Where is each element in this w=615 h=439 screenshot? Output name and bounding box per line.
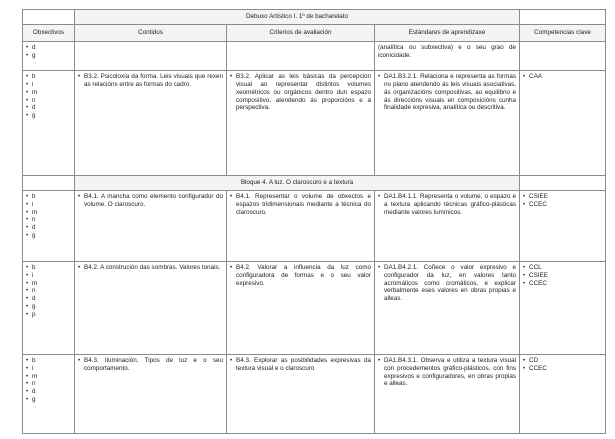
- contido-cell: • B4.1. A mancha como elemento configurador do volume. O claroscuro.: [75, 190, 227, 261]
- obxectivos-cell: [23, 70, 75, 175]
- estandar-text: DA1.B3.2.1. Relaciona e representa as formas no plano atendendo ás leis visuais asociativas, ás organizacións compositivas, ao equilibrio e ás direccións visuais en composicións cunha finalidade expresiva, analítica ou descritiva.: [384, 72, 517, 112]
- list-item: • b: [26, 192, 36, 200]
- criterio-cell: • B3.2. Aplicar as leis básicas da percepción visual ao representar distintos volumes xeométricos ou orgánicos dentro dun espazo compositivo, atendendo ás proporcións e á perspectiva.: [227, 70, 375, 175]
- obxectivos-list: [26, 193, 71, 240]
- list-item: • g: [26, 112, 36, 120]
- list-item: • p: [26, 311, 36, 319]
- title-blank-right: [520, 10, 606, 25]
- estandar-cell: • DA1.B4.2.1. Coñece o valor expresivo e configurador da luz, en valores tanto acromáticos como cromáticos, e explicar verbalmente eses valores en obras propias e alleas.: [375, 261, 520, 354]
- header-obxectivos: Obxectivos: [23, 24, 75, 41]
- contido-cell: • B4.2. A construción das sombras. Valores tonais.: [75, 261, 227, 354]
- title-row: [23, 10, 606, 25]
- criterio-text: B4.2. Valorar a influencia da luz como configuradora de formas e o seu valor expresivo.: [236, 263, 371, 287]
- table-row-b43: [23, 354, 606, 433]
- header-estandares: Estándares de aprendizaxe: [375, 24, 520, 41]
- list-item: • d: [26, 388, 36, 396]
- criterio-text: B4.3. Explorar as posibilidades expresivas da textura visual e o claroscuro: [236, 356, 371, 372]
- competencias-list: [523, 357, 602, 373]
- table-row-b41: [23, 190, 606, 261]
- criterio-cell: • B4.1. Representar o volume de obxectos e espazos tridimensionais mediante a técnica do claroscuro.: [227, 190, 375, 261]
- obxectivos-list: [26, 73, 71, 120]
- estandar-text: DA1.B4.1.1. Representa o volume, o espazo e a textura aplicando técnicas gráfico-plásticas mediante valores lumínicos.: [384, 192, 517, 216]
- section-row-bloque4: [23, 175, 606, 190]
- contido-cell: • B3.2. Psicoloxía da forma. Leis visuais que rexen as relacións entre as formas do cadro.: [75, 70, 227, 175]
- header-contidos: Contidos: [75, 24, 227, 41]
- obxectivos-cell: [23, 261, 75, 354]
- list-item: • i: [26, 364, 34, 372]
- list-item: • CCEC: [523, 200, 547, 208]
- list-item: • b: [26, 72, 36, 80]
- estandar-cell: • DA1.B4.1.1. Representa o volume, o espazo e a textura aplicando técnicas gráfico-plásticas mediante valores lumínicos.: [375, 190, 520, 261]
- list-item: • g: [26, 51, 36, 59]
- section-blank-right: [520, 175, 606, 190]
- header-row: [23, 24, 606, 41]
- list-item: • n: [26, 380, 36, 388]
- table-title: Debuxo Artístico I. 1º de bacharelato: [75, 10, 520, 25]
- list-item: • m: [26, 208, 38, 216]
- list-item: • CAA: [523, 72, 542, 80]
- list-item: • CCEC: [523, 279, 547, 287]
- list-item: • b: [26, 356, 36, 364]
- obxectivos-list: [26, 44, 71, 60]
- obxectivos-cell: [23, 41, 75, 70]
- section-blank-left: [23, 175, 75, 190]
- list-item: • n: [26, 287, 36, 295]
- list-item: • CD: [523, 356, 539, 364]
- competencias-cell: [520, 261, 606, 354]
- estandar-text: DA1.B4.3.1. Observa e utiliza a textura visual con procedementos gráfico-plásticos, con fins expresivos e configuradores, en obras propias e alleas.: [384, 356, 517, 388]
- list-item: • i: [26, 80, 34, 88]
- competencias-list: [523, 193, 602, 209]
- section-title: Bloque 4. A luz. O claroscuro e a textura: [75, 175, 520, 190]
- list-item: • CCL: [523, 263, 542, 271]
- contido-cell: • B4.3. Iluminación. Tipos de luz e o seu comportamento.: [75, 354, 227, 433]
- list-item: • m: [26, 88, 38, 96]
- list-item: • i: [26, 271, 34, 279]
- contido-cell: [75, 41, 227, 70]
- obxectivos-list: [26, 357, 71, 404]
- obxectivos-list: [26, 264, 71, 319]
- list-item: • m: [26, 372, 38, 380]
- list-item: • CSIEE: [523, 192, 548, 200]
- list-item: • d: [26, 224, 36, 232]
- list-item: • CCEC: [523, 364, 547, 372]
- list-item: • i: [26, 200, 34, 208]
- estandar-cell: • DA1.B3.2.1. Relaciona e representa as formas no plano atendendo ás leis visuais asociativas, ás organizacións compositivas, ao equilibrio e ás direccións visuais en composicións cunha finalidade expresiva, analítica ou descritiva.: [375, 70, 520, 175]
- competencias-cell: [520, 70, 606, 175]
- header-competencias: Competencias clave: [520, 24, 606, 41]
- competencias-list: [523, 264, 602, 288]
- table-row-b42: [23, 261, 606, 354]
- criterio-text: B3.2. Aplicar as leis básicas da percepción visual ao representar distintos volumes xeométricos ou orgánicos dentro dun espazo compositivo, atendendo ás proporcións e á perspectiva.: [236, 72, 371, 112]
- table-row-intro: [23, 41, 606, 70]
- contido-text: B3.2. Psicoloxía da forma. Leis visuais que rexen as relacións entre as formas do cadro.: [84, 72, 223, 88]
- list-item: • d: [26, 104, 36, 112]
- competencias-cell: [520, 354, 606, 433]
- contido-text: B4.3. Iluminación. Tipos de luz e o seu comportamento.: [84, 356, 223, 372]
- criterio-cell: [227, 41, 375, 70]
- contido-text: B4.1. A mancha como elemento configurador do volume. O claroscuro.: [84, 192, 223, 208]
- criterio-cell: • B4.3. Explorar as posibilidades expresivas da textura visual e o claroscuro: [227, 354, 375, 433]
- criterio-cell: • B4.2. Valorar a influencia da luz como configuradora de formas e o seu valor expresivo.: [227, 261, 375, 354]
- list-item: • m: [26, 279, 38, 287]
- estandar-cell: • DA1.B4.3.1. Observa e utiliza a textura visual con procedementos gráfico-plásticos, con fins expresivos e configuradores, en obras propias e alleas.: [375, 354, 520, 433]
- list-item: • g: [26, 232, 36, 240]
- title-blank-left: [23, 10, 75, 25]
- table-row-b32: [23, 70, 606, 175]
- competencias-list: [523, 73, 602, 81]
- contido-text: B4.2. A construción das sombras. Valores tonais.: [84, 263, 221, 271]
- competencias-cell: [520, 41, 606, 70]
- obxectivos-cell: [23, 190, 75, 261]
- estandar-text: DA1.B4.2.1. Coñece o valor expresivo e configurador da luz, en valores tanto acromáticos como cromáticos, e explicar verbalmente eses valores en obras propias e alleas.: [384, 263, 517, 303]
- estandar-cell: [375, 41, 520, 70]
- list-item: • d: [26, 295, 36, 303]
- list-item: • g: [26, 303, 36, 311]
- list-item: • n: [26, 96, 36, 104]
- header-criterios: Criterios de avaliación: [227, 24, 375, 41]
- competencias-cell: [520, 190, 606, 261]
- obxectivos-cell: [23, 354, 75, 433]
- list-item: • n: [26, 216, 36, 224]
- estandar-text: (analítica ou subxectiva) e o seu grao de iconicidade.: [378, 43, 517, 59]
- list-item: • CSIEE: [523, 271, 548, 279]
- list-item: • b: [26, 263, 36, 271]
- curriculum-table: [22, 9, 606, 434]
- criterio-text: B4.1. Representar o volume de obxectos e espazos tridimensionais mediante a técnica do claroscuro.: [236, 192, 371, 216]
- list-item: • d: [26, 43, 36, 51]
- list-item: • g: [26, 396, 36, 404]
